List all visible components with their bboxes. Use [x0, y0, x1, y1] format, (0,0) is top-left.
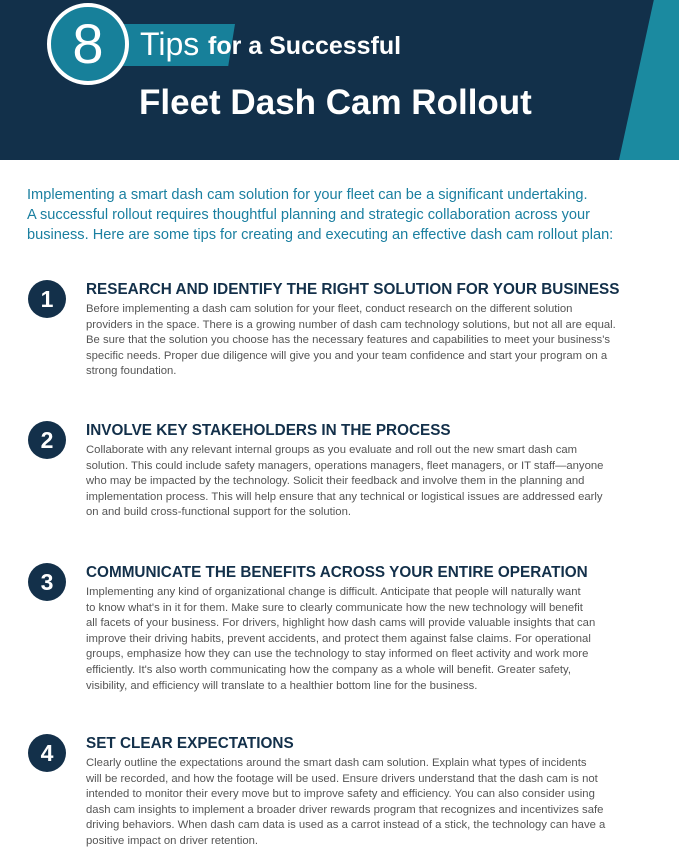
tip-body-line: solution. This could include safety managers, operations managers, fleet managers, or IT staff—anyone — [86, 459, 604, 472]
tip-body — [86, 443, 666, 521]
tip-body-line: specific needs. Proper due diligence will give you and your team confidence and start your program on a — [86, 349, 608, 362]
tip-heading: RESEARCH AND IDENTIFY THE RIGHT SOLUTION FOR YOUR BUSINESS — [86, 281, 620, 298]
page-title: Fleet Dash Cam Rollout — [139, 83, 532, 122]
tip-number-badge: 1 — [28, 280, 66, 318]
tip-body — [86, 302, 666, 380]
title-small: for a Successful — [208, 32, 402, 60]
tip-count-badge: 8 — [47, 3, 129, 85]
tip-number-badge: 4 — [28, 734, 66, 772]
tip-heading: INVOLVE KEY STAKEHOLDERS IN THE PROCESS — [86, 422, 451, 439]
tip-body-line: all facets of your business. For drivers, highlight how dash cams will provide valuable insights that can — [86, 617, 596, 630]
tip-body-line: providers in the space. There is a growing number of dash cam technology solutions, but not all are equal. — [86, 318, 616, 331]
tip-heading: COMMUNICATE THE BENEFITS ACROSS YOUR ENTIRE OPERATION — [86, 564, 588, 581]
tip-body-line: implementation process. This will help ensure that any technical or logistical issues are addressed early — [86, 490, 603, 503]
tip-heading: SET CLEAR EXPECTATIONS — [86, 735, 294, 752]
tip-body-line: Be sure that the solution you choose has the necessary features and capabilities to meet your business's — [86, 334, 611, 347]
tip-body-line: visibility, and efficiency will translate to a healthier bottom line for the business. — [86, 679, 478, 692]
tip-number-badge: 3 — [28, 563, 66, 601]
tip-body-line: Collaborate with any relevant internal groups as you evaluate and roll out the new smart dash cam — [86, 444, 578, 456]
tip-body-line: Clearly outline the expectations around the smart dash cam solution. Explain what types of incidents — [86, 757, 587, 769]
tip-body — [86, 756, 666, 850]
tip-body-line: driving behaviors. When dash cam data is used as a carrot instead of a stick, the technology can have a — [86, 819, 606, 832]
tip-body-line: Implementing any kind of organizational change is difficult. Anticipate that people will naturally want — [86, 586, 581, 598]
header-banner — [0, 0, 679, 160]
tip-body-line: groups, emphasize how they can use the technology to stay informed on fleet activity and work more — [86, 648, 589, 661]
tip-body-line: efficiently. It's also worth communicating how the company as a whole will benefit. Greater safety, — [86, 663, 572, 676]
tip-body-line: strong foundation. — [86, 365, 177, 378]
tip-body-line: on and build cross-functional support for the solution. — [86, 506, 352, 519]
tip-body-line: intended to monitor their every move but to improve safety and efficiency. You can also consider using — [86, 788, 595, 801]
tip-body-line: improve their driving habits, prevent accidents, and protect them against false claims. For operational — [86, 632, 591, 645]
tip-body-line: positive impact on driver retention. — [86, 834, 259, 847]
tip-body-line: who may be impacted by the technology. Solicit their feedback and involve them in the planning and — [86, 475, 585, 488]
intro-line: Implementing a smart dash cam solution for your fleet can be a significant undertaking. — [27, 187, 588, 203]
tips-word: Tips — [140, 26, 200, 62]
tip-body-line: to know what's in it for them. Make sure to clearly communicate how the new technology will benefit — [86, 601, 583, 614]
tip-body-line: will be recorded, and how the footage will be used. Ensure drivers understand that the dash cam is not — [86, 772, 598, 785]
tip-body-line: dash cam insights to implement a broader driver rewards program that recognizes and incentivizes safe — [86, 803, 604, 816]
intro-paragraph — [27, 185, 657, 245]
tip-body — [86, 585, 666, 694]
tip-body-line: Before implementing a dash cam solution for your fleet, conduct research on the different solution — [86, 303, 573, 315]
intro-line: business. Here are some tips for creating and executing an effective dash cam rollout plan: — [27, 227, 614, 243]
banner-accent-stripe — [619, 0, 679, 160]
intro-line: A successful rollout requires thoughtful planning and strategic collaboration across your — [27, 207, 590, 223]
tip-number-badge: 2 — [28, 421, 66, 459]
